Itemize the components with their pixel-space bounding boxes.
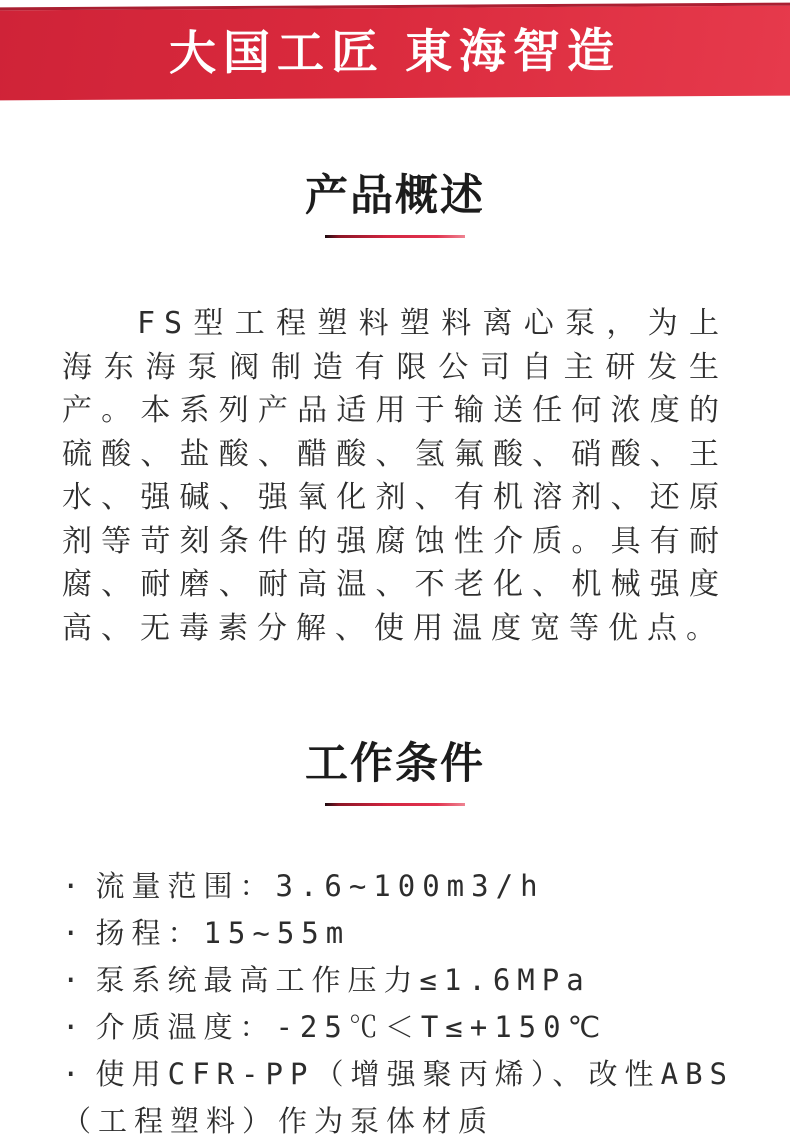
- spec-list-item: [62, 863, 734, 910]
- banner-title: 大国工匠 東海智造: [168, 23, 622, 80]
- spec-list-item: [62, 957, 734, 1004]
- title-underline-accent: [325, 803, 465, 806]
- section-working-conditions: [0, 742, 790, 1144]
- section-product-overview: [0, 174, 790, 650]
- spec-list-item: [62, 910, 734, 957]
- spec-text: 介质温度：-25℃＜T≤+150℃: [95, 1010, 608, 1044]
- spec-text: 泵系统最高工作压力≤1.6MPa: [95, 963, 591, 997]
- bullet-dot: ·: [62, 963, 80, 997]
- spec-list-item: [62, 1051, 734, 1144]
- section-title-product-overview: 产品概述: [305, 172, 485, 220]
- title-underline-accent: [325, 235, 465, 238]
- bullet-dot: ·: [62, 869, 80, 903]
- spec-list: [62, 863, 734, 1144]
- bullet-dot: ·: [62, 1057, 80, 1091]
- spec-text: 扬程：15~55m: [95, 916, 351, 950]
- spec-text: 流量范围：3.6~100m3/h: [95, 869, 545, 903]
- bullet-dot: ·: [62, 1010, 80, 1044]
- section-title-working-conditions: 工作条件: [305, 740, 485, 788]
- spec-text: 使用CFR-PP（增强聚丙烯）、改性ABS（工程塑料）作为泵体材质: [62, 1057, 734, 1138]
- product-overview-paragraph: FS型工程塑料塑料离心泵，为上海东海泵阀制造有限公司自主研发生产。本系列产品适用于输送任何浓度的硫酸、盐酸、醋酸、氢氟酸、硝酸、王水、强碱、强氧化剂、有机溶剂、还原剂等苛刻条件的强腐蚀性介质。具有耐腐、耐磨、耐高温、不老化、机械强度高、无毒素分解、使用温度宽等优点。: [62, 306, 728, 646]
- bullet-dot: ·: [62, 916, 80, 950]
- banner-ribbon: [0, 3, 790, 101]
- spec-list-item: [62, 1004, 734, 1051]
